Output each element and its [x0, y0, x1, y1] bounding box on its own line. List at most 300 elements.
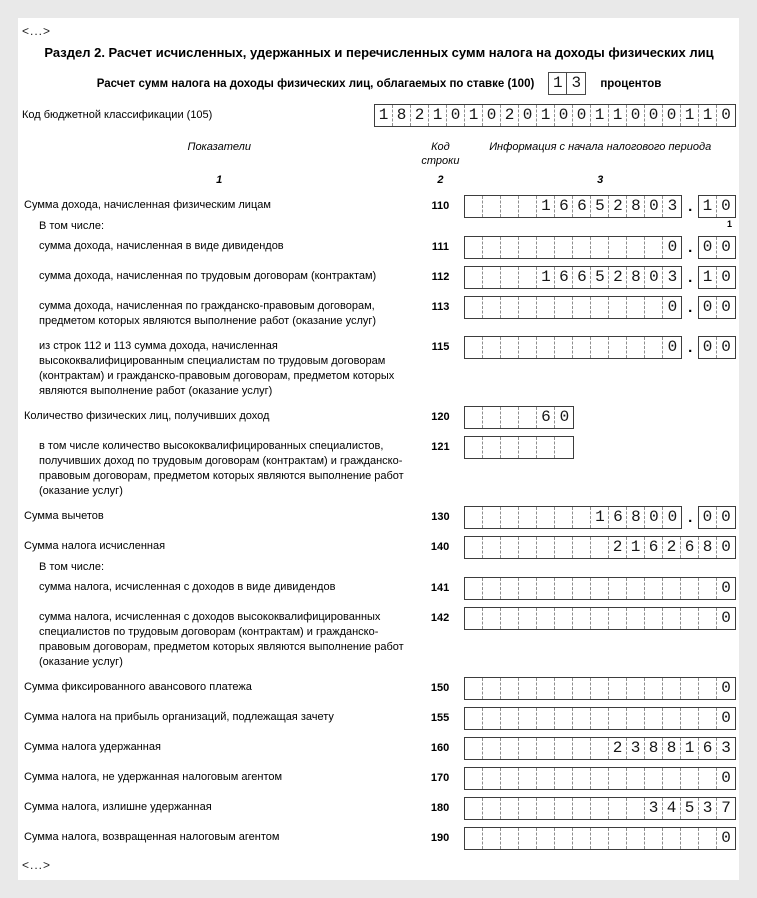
tax-rate-label: Расчет сумм налога на доходы физических лиц, облагаемых по ставке (100): [96, 77, 535, 90]
row-label: Сумма налога, излишне удержанная: [24, 801, 212, 813]
digit-cell: [465, 768, 483, 789]
row-code: 150: [430, 682, 450, 694]
digit-cell: [483, 768, 501, 789]
digit-cell: 1: [681, 738, 699, 759]
section-title: Раздел 2. Расчет исчисленных, удержанных и перечисленных сумм налога на доходы физических лиц: [44, 45, 714, 60]
digit-cell: [591, 828, 609, 849]
digit-cell: [555, 237, 573, 258]
digit-cell: 1: [699, 196, 717, 217]
digit-cell: [465, 437, 483, 458]
digit-cell: [555, 297, 573, 318]
form-row: [22, 436, 736, 499]
digit-cell: [519, 678, 537, 699]
digit-cell: [519, 738, 537, 759]
footnote-marker: 1: [726, 219, 732, 229]
digit-cell: [519, 708, 537, 729]
digit-cell: 0: [667, 238, 678, 256]
digit-cell: [699, 678, 717, 699]
digit-cell: 6: [699, 738, 717, 759]
row-label: в том числе количество высококвалифицированных специалистов, получивших доход по трудовым договорам (контрактам) и гражданско-правовым договорам, предметом которых являются выполнение работ (оказание услуг): [39, 440, 404, 497]
digit-cell: [555, 678, 573, 699]
digit-cell: 3: [721, 739, 731, 757]
digit-cell: [501, 237, 519, 258]
digit-cell: 0: [667, 298, 678, 316]
form-row: [22, 296, 736, 329]
digit-cell: [591, 678, 609, 699]
digit-cell: [501, 507, 519, 528]
form-row: [22, 607, 736, 670]
digit-cell: 0: [721, 338, 731, 356]
digit-cell: [591, 337, 609, 358]
column-number-3: 3: [597, 174, 604, 186]
digit-cell: 0: [721, 508, 731, 526]
digit-cell: [483, 267, 501, 288]
digit-cell: [609, 678, 627, 699]
digit-cell: [519, 768, 537, 789]
row-code: 130: [431, 511, 450, 523]
digit-cell: 1: [699, 105, 717, 126]
digit-cell: [627, 708, 645, 729]
digit-cell: [627, 337, 645, 358]
digit-cell: [519, 297, 537, 318]
digit-cell: [555, 708, 573, 729]
digit-cell: 1: [537, 267, 555, 288]
col-header-line-code: [416, 140, 464, 168]
digit-cell: 1: [375, 105, 393, 126]
digit-cell: 0: [645, 105, 663, 126]
digit-cell: [609, 708, 627, 729]
row-field-142: [464, 607, 736, 630]
digit-cell: [501, 738, 519, 759]
digit-cell: 0: [627, 105, 645, 126]
digit-cell: [699, 708, 717, 729]
form-row: [22, 406, 736, 429]
digit-cell: [483, 437, 501, 458]
digit-cell: [537, 297, 555, 318]
corner-marker-top: <...>: [22, 24, 52, 38]
digit-cell: [465, 537, 483, 558]
digit-cell: [537, 507, 555, 528]
digit-cell: [465, 297, 483, 318]
digit-cell: [501, 196, 519, 217]
amount-box: [464, 707, 736, 730]
column-numbers: [22, 174, 736, 186]
digit-cell: [573, 337, 591, 358]
digit-cell: 1: [681, 105, 699, 126]
digit-cell: 0: [645, 196, 663, 217]
digit-cell: [537, 437, 555, 458]
digit-cell: [663, 708, 681, 729]
digit-cell: [537, 237, 555, 258]
digit-cell: [627, 768, 645, 789]
digit-cell: [555, 608, 573, 629]
digit-cell: [465, 828, 483, 849]
kopeck-box: [698, 296, 736, 319]
digit-cell: [537, 708, 555, 729]
amount-box: [464, 827, 736, 850]
form-row: [22, 336, 736, 399]
digit-cell: [699, 768, 717, 789]
digit-cell: [483, 578, 501, 599]
digit-cell: 6: [537, 407, 555, 428]
ruble-box: [464, 296, 682, 319]
digit-cell: [519, 337, 537, 358]
column-number-2: 2: [437, 174, 444, 186]
digit-cell: [555, 437, 573, 458]
digit-cell: [537, 678, 555, 699]
amount-box: [464, 737, 736, 760]
digit-cell: 0: [667, 338, 678, 356]
row-field-140: [464, 536, 736, 559]
digit-cell: 0: [555, 105, 573, 126]
digit-cell: 0: [721, 579, 731, 597]
digit-cell: [501, 828, 519, 849]
row-label: Сумма налога, возвращенная налоговым агентом: [24, 831, 280, 843]
form-row: [22, 536, 736, 559]
digit-cell: [465, 678, 483, 699]
digit-cell: 0: [721, 829, 731, 847]
digit-cell: 2: [609, 267, 627, 288]
col-header-line-code-word2: строки: [421, 155, 460, 167]
digit-cell: [573, 608, 591, 629]
digit-cell: 8: [663, 738, 681, 759]
decimal-separator: .: [688, 198, 693, 215]
digit-cell: 1: [627, 537, 645, 558]
row-label: сумма налога, исчисленная с доходов высококвалифицированных специалистов по трудовым договорам (контрактам) и гражданско-правовым договорам, предметом которых являются выполнение работ (оказание услуг): [39, 611, 404, 668]
digit-cell: [573, 237, 591, 258]
digit-cell: [555, 578, 573, 599]
digit-cell: [537, 337, 555, 358]
col-header-line-code-word1: Код: [431, 141, 450, 153]
row-field-170: [464, 767, 736, 790]
digit-cell: [663, 678, 681, 699]
digit-cell: [465, 708, 483, 729]
digit-cell: 0: [721, 268, 731, 286]
digit-cell: [537, 578, 555, 599]
digit-cell: [573, 678, 591, 699]
digit-cell: 6: [555, 267, 573, 288]
digit-cell: 2: [609, 537, 627, 558]
digit-cell: [555, 828, 573, 849]
row-code: 112: [431, 271, 450, 283]
digit-cell: 1: [699, 267, 717, 288]
digit-cell: [465, 237, 483, 258]
form-row: [22, 827, 736, 850]
row-label: Сумма налога на прибыль организаций, подлежащая зачету: [24, 711, 334, 723]
digit-cell: [645, 297, 663, 318]
digit-cell: 3: [645, 798, 663, 819]
digit-cell: 1: [429, 105, 447, 126]
amount-box: [464, 536, 736, 559]
row-label: сумма дохода, начисленная по гражданско-правовым договорам, предметом которых являются выполнение работ (оказание услуг): [39, 300, 377, 327]
digit-cell: [519, 407, 537, 428]
digit-cell: [681, 608, 699, 629]
kopeck-box: [698, 195, 736, 218]
form-row: [22, 707, 736, 730]
digit-cell: [663, 578, 681, 599]
amount-box: [464, 797, 736, 820]
digit-cell: [537, 768, 555, 789]
digit-cell: [573, 537, 591, 558]
digit-cell: [627, 608, 645, 629]
digit-cell: [627, 297, 645, 318]
digit-cell: 6: [645, 537, 663, 558]
digit-cell: 2: [501, 105, 519, 126]
digit-cell: [699, 608, 717, 629]
digit-cell: 1: [465, 105, 483, 126]
kopeck-box: [698, 506, 736, 529]
digit-cell: [681, 578, 699, 599]
row-code: 113: [431, 301, 450, 313]
count-box: [464, 436, 574, 459]
digit-cell: [591, 708, 609, 729]
kopeck-box: [698, 236, 736, 259]
row-label: Сумма фиксированного авансового платежа: [24, 681, 252, 693]
digit-cell: [645, 708, 663, 729]
digit-cell: [483, 337, 501, 358]
digit-cell: [555, 337, 573, 358]
digit-cell: [501, 608, 519, 629]
digit-cell: [519, 828, 537, 849]
digit-cell: 1: [591, 105, 609, 126]
digit-cell: [465, 578, 483, 599]
digit-cell: [609, 297, 627, 318]
form-row: [22, 767, 736, 790]
digit-cell: [573, 798, 591, 819]
form-row: [22, 677, 736, 700]
kopeck-box: [698, 336, 736, 359]
decimal-separator: .: [688, 339, 693, 356]
digit-cell: [645, 828, 663, 849]
form-row: [22, 266, 736, 289]
digit-cell: [699, 828, 717, 849]
digit-cell: [591, 608, 609, 629]
digit-cell: [519, 537, 537, 558]
digit-cell: [501, 768, 519, 789]
tax-rate-line: [22, 72, 736, 95]
form-page: [18, 18, 739, 880]
kbk-field: [374, 104, 736, 127]
sub-section-label: В том числе:: [39, 220, 105, 232]
digit-cell: 0: [573, 105, 591, 126]
digit-cell: 8: [627, 507, 645, 528]
digit-cell: 0: [483, 105, 501, 126]
digit-cell: [699, 578, 717, 599]
digit-cell: [645, 608, 663, 629]
digit-cell: [483, 537, 501, 558]
ruble-box: [464, 236, 682, 259]
ruble-box: [464, 336, 682, 359]
digit-cell: 5: [591, 267, 609, 288]
digit-cell: 0: [721, 609, 731, 627]
digit-cell: 0: [721, 769, 731, 787]
digit-cell: [609, 608, 627, 629]
row-field-180: [464, 797, 736, 820]
row-field-155: [464, 707, 736, 730]
row-field-150: [464, 677, 736, 700]
col-header-info: Информация с начала налогового периода: [489, 141, 712, 153]
row-field-112: [464, 266, 736, 289]
digit-cell: 5: [591, 196, 609, 217]
digit-cell: 0: [645, 507, 663, 528]
digit-cell: [573, 297, 591, 318]
row-label: Сумма налога удержанная: [24, 741, 161, 753]
digit-cell: 7: [721, 799, 731, 817]
digit-cell: 0: [721, 298, 731, 316]
kbk-label: Код бюджетной классификации (105): [22, 109, 213, 121]
digit-cell: [555, 507, 573, 528]
digit-cell: [465, 608, 483, 629]
digit-cell: [501, 297, 519, 318]
digit-cell: [591, 738, 609, 759]
digit-cell: [609, 768, 627, 789]
kbk-field-slot: [374, 104, 736, 127]
digit-cell: [573, 708, 591, 729]
digit-cell: 0: [699, 507, 717, 528]
digit-cell: [537, 537, 555, 558]
digit-cell: [537, 828, 555, 849]
row-code: 120: [431, 411, 450, 423]
digit-cell: [645, 678, 663, 699]
form-row: [22, 737, 736, 760]
digit-cell: [591, 237, 609, 258]
digit-cell: [609, 237, 627, 258]
row-label: из строк 112 и 113 сумма дохода, начисленная высококвалифицированным специалистам по трудовым договорам (контрактам) и гражданско-правовым договорам, предметом которых являются выполнение работ (оказание услуг): [39, 340, 395, 397]
digit-cell: [483, 798, 501, 819]
digit-cell: [519, 578, 537, 599]
digit-cell: [609, 798, 627, 819]
digit-cell: 1: [591, 507, 609, 528]
rate-field: [548, 72, 586, 95]
digit-cell: 3: [627, 738, 645, 759]
digit-cell: [573, 738, 591, 759]
row-code: 155: [430, 712, 450, 724]
digit-cell: [645, 237, 663, 258]
digit-cell: 1: [537, 105, 555, 126]
digit-cell: [519, 437, 537, 458]
digit-cell: 3: [699, 798, 717, 819]
digit-cell: 8: [645, 738, 663, 759]
digit-cell: 8: [699, 537, 717, 558]
decimal-separator: .: [688, 299, 693, 316]
row-code: 190: [430, 832, 450, 844]
col-header-indicators: Показатели: [187, 141, 251, 153]
digit-cell: [645, 768, 663, 789]
digit-cell: [573, 828, 591, 849]
digit-cell: 6: [609, 507, 627, 528]
digit-cell: 0: [721, 197, 731, 215]
row-field-120: [464, 406, 736, 429]
rate-field-slot: [548, 72, 586, 95]
row-label: Количество физических лиц, получивших доход: [24, 410, 270, 422]
ruble-box: [464, 266, 682, 289]
digit-cell: 8: [393, 105, 411, 126]
digit-cell: [573, 507, 591, 528]
digit-cell: [663, 828, 681, 849]
digit-cell: [537, 608, 555, 629]
row-code: 142: [430, 612, 450, 624]
digit-cell: [537, 738, 555, 759]
digit-cell: 2: [411, 105, 429, 126]
digit-cell: [465, 738, 483, 759]
digit-cell: [519, 507, 537, 528]
digit-cell: 0: [721, 106, 731, 124]
column-number-1: 1: [216, 174, 223, 186]
digit-cell: 6: [555, 196, 573, 217]
decimal-separator: .: [688, 269, 693, 286]
form-row: [22, 577, 736, 600]
digit-cell: [681, 708, 699, 729]
digit-cell: [465, 337, 483, 358]
digit-cell: [663, 768, 681, 789]
digit-cell: 3: [667, 268, 678, 286]
digit-cell: 6: [573, 196, 591, 217]
row-code: 115: [431, 341, 450, 353]
digit-cell: [501, 267, 519, 288]
digit-cell: 5: [681, 798, 699, 819]
digit-cell: [501, 678, 519, 699]
digit-cell: [573, 768, 591, 789]
form-row: [22, 797, 736, 820]
digit-cell: [609, 828, 627, 849]
digit-cell: [501, 798, 519, 819]
rows: [22, 195, 736, 850]
kopeck-box: [698, 266, 736, 289]
digit-cell: [627, 678, 645, 699]
digit-cell: [555, 798, 573, 819]
row-label: Сумма вычетов: [24, 510, 104, 522]
sub-section-label: В том числе:: [39, 561, 105, 573]
digit-cell: [519, 267, 537, 288]
row-field-130: [464, 506, 736, 529]
amount-box: [464, 767, 736, 790]
row-label: Сумма налога исчисленная: [24, 540, 166, 552]
amount-box: [464, 577, 736, 600]
digit-cell: [645, 337, 663, 358]
digit-cell: [501, 708, 519, 729]
digit-cell: 1: [549, 73, 567, 94]
row-field-111: [464, 236, 736, 259]
digit-cell: 1: [537, 196, 555, 217]
row-code: 110: [431, 200, 450, 212]
digit-cell: 6: [573, 267, 591, 288]
digit-cell: [591, 578, 609, 599]
digit-cell: 1: [609, 105, 627, 126]
form-row: [22, 236, 736, 259]
digit-cell: [501, 407, 519, 428]
row-code: 141: [430, 582, 450, 594]
digit-cell: 2: [609, 738, 627, 759]
digit-cell: [501, 537, 519, 558]
row-field-113: [464, 296, 736, 319]
row-label: сумма дохода, начисленная в виде дивидендов: [39, 240, 284, 252]
digit-cell: 2: [609, 196, 627, 217]
column-headers: [22, 140, 736, 168]
row-code: 180: [430, 802, 450, 814]
digit-cell: [483, 678, 501, 699]
digit-cell: [483, 608, 501, 629]
digit-cell: [591, 798, 609, 819]
row-code: 121: [431, 441, 450, 453]
amount-box: [464, 677, 736, 700]
digit-cell: [501, 437, 519, 458]
digit-cell: [555, 537, 573, 558]
digit-cell: [465, 267, 483, 288]
digit-cell: [483, 738, 501, 759]
digit-cell: 3: [571, 74, 582, 92]
digit-cell: 0: [519, 105, 537, 126]
digit-cell: 0: [699, 237, 717, 258]
